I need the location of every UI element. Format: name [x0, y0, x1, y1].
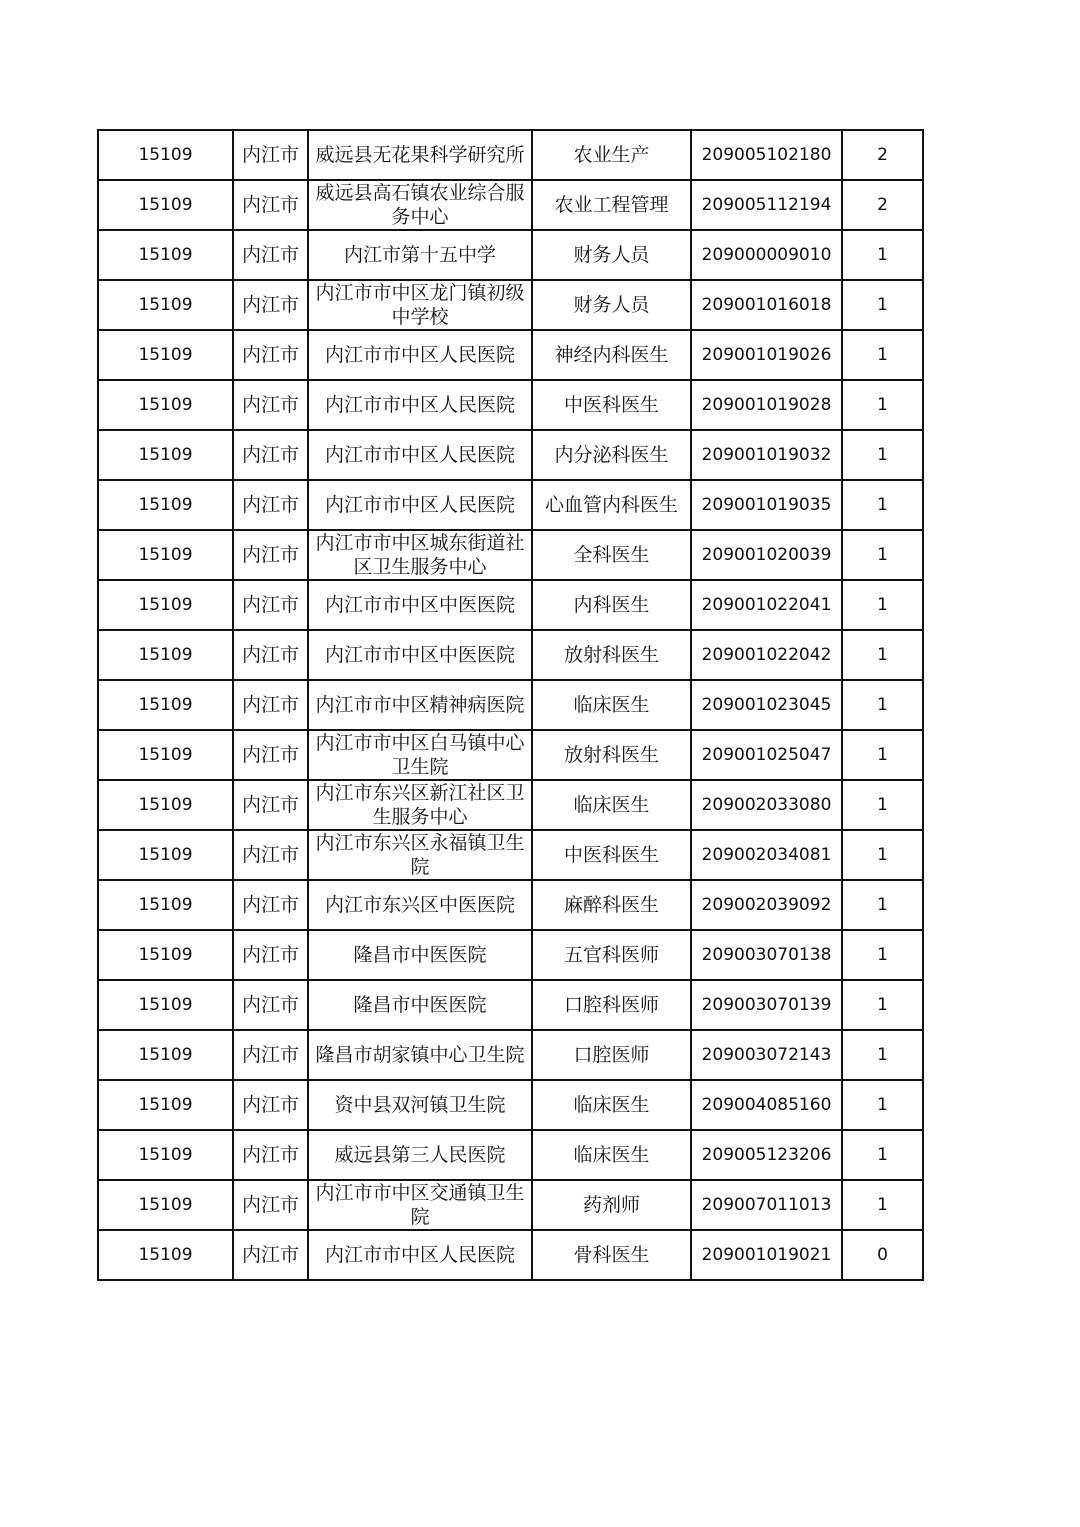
code-cell: 15109 — [98, 980, 233, 1030]
table-row — [98, 830, 923, 880]
table-row — [98, 1030, 923, 1080]
unit-cell: 内江市市中区中医医院 — [308, 580, 532, 630]
unit-cell: 内江市东兴区永福镇卫生院 — [308, 830, 532, 880]
code-cell: 15109 — [98, 1180, 233, 1230]
city-cell: 内江市 — [233, 1130, 308, 1180]
count-cell: 1 — [842, 980, 923, 1030]
city-cell: 内江市 — [233, 380, 308, 430]
count-cell: 1 — [842, 680, 923, 730]
code-cell: 15109 — [98, 730, 233, 780]
position-cell: 农业工程管理 — [532, 180, 691, 230]
table-row — [98, 780, 923, 830]
code-cell: 15109 — [98, 480, 233, 530]
table-row — [98, 280, 923, 330]
position-code-cell: 209001025047 — [691, 730, 842, 780]
table-row — [98, 430, 923, 480]
code-cell: 15109 — [98, 930, 233, 980]
count-cell: 1 — [842, 230, 923, 280]
city-cell: 内江市 — [233, 630, 308, 680]
unit-cell: 隆昌市胡家镇中心卫生院 — [308, 1030, 532, 1080]
table-row — [98, 180, 923, 230]
code-cell: 15109 — [98, 1230, 233, 1280]
position-cell: 口腔医师 — [532, 1030, 691, 1080]
code-cell: 15109 — [98, 380, 233, 430]
table-row — [98, 130, 923, 180]
unit-cell: 内江市市中区龙门镇初级中学校 — [308, 280, 532, 330]
position-code-cell: 209003070138 — [691, 930, 842, 980]
city-cell: 内江市 — [233, 1180, 308, 1230]
unit-cell: 资中县双河镇卫生院 — [308, 1080, 532, 1130]
code-cell: 15109 — [98, 880, 233, 930]
code-cell: 15109 — [98, 680, 233, 730]
position-code-cell: 209005102180 — [691, 130, 842, 180]
count-cell: 1 — [842, 380, 923, 430]
city-cell: 内江市 — [233, 280, 308, 330]
position-code-cell: 209001022041 — [691, 580, 842, 630]
city-cell: 内江市 — [233, 730, 308, 780]
city-cell: 内江市 — [233, 930, 308, 980]
position-code-cell: 209001023045 — [691, 680, 842, 730]
code-cell: 15109 — [98, 280, 233, 330]
city-cell: 内江市 — [233, 580, 308, 630]
unit-cell: 内江市市中区中医医院 — [308, 630, 532, 680]
city-cell: 内江市 — [233, 480, 308, 530]
unit-cell: 内江市市中区人民医院 — [308, 430, 532, 480]
table-row — [98, 530, 923, 580]
code-cell: 15109 — [98, 430, 233, 480]
position-cell: 五官科医师 — [532, 930, 691, 980]
code-cell: 15109 — [98, 530, 233, 580]
count-cell: 1 — [842, 280, 923, 330]
count-cell: 0 — [842, 1230, 923, 1280]
city-cell: 内江市 — [233, 880, 308, 930]
position-cell: 内分泌科医生 — [532, 430, 691, 480]
table-row — [98, 480, 923, 530]
count-cell: 1 — [842, 730, 923, 780]
position-cell: 心血管内科医生 — [532, 480, 691, 530]
table-row — [98, 980, 923, 1030]
table-row — [98, 380, 923, 430]
code-cell: 15109 — [98, 130, 233, 180]
position-cell: 财务人员 — [532, 230, 691, 280]
count-cell: 1 — [842, 430, 923, 480]
count-cell: 2 — [842, 180, 923, 230]
unit-cell: 内江市市中区人民医院 — [308, 380, 532, 430]
position-cell: 临床医生 — [532, 680, 691, 730]
unit-cell: 内江市市中区精神病医院 — [308, 680, 532, 730]
city-cell: 内江市 — [233, 780, 308, 830]
city-cell: 内江市 — [233, 130, 308, 180]
city-cell: 内江市 — [233, 1030, 308, 1080]
code-cell: 15109 — [98, 580, 233, 630]
unit-cell: 内江市市中区人民医院 — [308, 330, 532, 380]
count-cell: 1 — [842, 1130, 923, 1180]
unit-cell: 内江市东兴区中医医院 — [308, 880, 532, 930]
position-code-cell: 209001019035 — [691, 480, 842, 530]
position-code-cell: 209002034081 — [691, 830, 842, 880]
unit-cell: 内江市市中区人民医院 — [308, 1230, 532, 1280]
table-row — [98, 1080, 923, 1130]
city-cell: 内江市 — [233, 180, 308, 230]
position-code-cell: 209002033080 — [691, 780, 842, 830]
position-cell: 临床医生 — [532, 1130, 691, 1180]
position-code-cell: 209000009010 — [691, 230, 842, 280]
position-code-cell: 209003070139 — [691, 980, 842, 1030]
position-cell: 骨科医生 — [532, 1230, 691, 1280]
unit-cell: 内江市市中区城东街道社区卫生服务中心 — [308, 530, 532, 580]
unit-cell: 内江市市中区白马镇中心卫生院 — [308, 730, 532, 780]
table-row — [98, 880, 923, 930]
table-row — [98, 680, 923, 730]
count-cell: 2 — [842, 130, 923, 180]
position-code-cell: 209001022042 — [691, 630, 842, 680]
table-body — [98, 130, 923, 1280]
position-cell: 口腔科医师 — [532, 980, 691, 1030]
city-cell: 内江市 — [233, 980, 308, 1030]
position-cell: 药剂师 — [532, 1180, 691, 1230]
position-code-cell: 209005123206 — [691, 1130, 842, 1180]
data-table — [97, 129, 924, 1281]
code-cell: 15109 — [98, 830, 233, 880]
table-row — [98, 1130, 923, 1180]
position-code-cell: 209007011013 — [691, 1180, 842, 1230]
table-row — [98, 230, 923, 280]
position-cell: 中医科医生 — [532, 380, 691, 430]
count-cell: 1 — [842, 330, 923, 380]
table-row — [98, 630, 923, 680]
count-cell: 1 — [842, 1080, 923, 1130]
table-row — [98, 1230, 923, 1280]
position-code-cell: 209002039092 — [691, 880, 842, 930]
unit-cell: 内江市市中区交通镇卫生院 — [308, 1180, 532, 1230]
position-cell: 麻醉科医生 — [532, 880, 691, 930]
position-cell: 神经内科医生 — [532, 330, 691, 380]
count-cell: 1 — [842, 930, 923, 980]
city-cell: 内江市 — [233, 830, 308, 880]
count-cell: 1 — [842, 780, 923, 830]
code-cell: 15109 — [98, 1130, 233, 1180]
count-cell: 1 — [842, 830, 923, 880]
position-code-cell: 209001016018 — [691, 280, 842, 330]
table-row — [98, 930, 923, 980]
position-code-cell: 209001019028 — [691, 380, 842, 430]
position-cell: 放射科医生 — [532, 730, 691, 780]
code-cell: 15109 — [98, 230, 233, 280]
city-cell: 内江市 — [233, 1230, 308, 1280]
position-code-cell: 209004085160 — [691, 1080, 842, 1130]
position-cell: 全科医生 — [532, 530, 691, 580]
count-cell: 1 — [842, 1030, 923, 1080]
position-code-cell: 209001019032 — [691, 430, 842, 480]
position-cell: 临床医生 — [532, 780, 691, 830]
count-cell: 1 — [842, 630, 923, 680]
position-code-cell: 209001020039 — [691, 530, 842, 580]
unit-cell: 隆昌市中医医院 — [308, 930, 532, 980]
unit-cell: 内江市第十五中学 — [308, 230, 532, 280]
unit-cell: 内江市东兴区新江社区卫生服务中心 — [308, 780, 532, 830]
city-cell: 内江市 — [233, 230, 308, 280]
code-cell: 15109 — [98, 330, 233, 380]
unit-cell: 隆昌市中医医院 — [308, 980, 532, 1030]
position-code-cell: 209001019021 — [691, 1230, 842, 1280]
table-row — [98, 730, 923, 780]
count-cell: 1 — [842, 1180, 923, 1230]
city-cell: 内江市 — [233, 530, 308, 580]
code-cell: 15109 — [98, 1080, 233, 1130]
unit-cell: 威远县第三人民医院 — [308, 1130, 532, 1180]
city-cell: 内江市 — [233, 330, 308, 380]
position-code-cell: 209001019026 — [691, 330, 842, 380]
table-row — [98, 330, 923, 380]
unit-cell: 内江市市中区人民医院 — [308, 480, 532, 530]
position-cell: 内科医生 — [532, 580, 691, 630]
table-row — [98, 580, 923, 630]
count-cell: 1 — [842, 880, 923, 930]
position-cell: 中医科医生 — [532, 830, 691, 880]
city-cell: 内江市 — [233, 680, 308, 730]
position-code-cell: 209003072143 — [691, 1030, 842, 1080]
city-cell: 内江市 — [233, 1080, 308, 1130]
code-cell: 15109 — [98, 630, 233, 680]
position-cell: 财务人员 — [532, 280, 691, 330]
code-cell: 15109 — [98, 180, 233, 230]
count-cell: 1 — [842, 480, 923, 530]
table-row — [98, 1180, 923, 1230]
city-cell: 内江市 — [233, 430, 308, 480]
position-cell: 农业生产 — [532, 130, 691, 180]
position-cell: 临床医生 — [532, 1080, 691, 1130]
position-code-cell: 209005112194 — [691, 180, 842, 230]
count-cell: 1 — [842, 580, 923, 630]
position-cell: 放射科医生 — [532, 630, 691, 680]
code-cell: 15109 — [98, 780, 233, 830]
count-cell: 1 — [842, 530, 923, 580]
unit-cell: 威远县高石镇农业综合服务中心 — [308, 180, 532, 230]
unit-cell: 威远县无花果科学研究所 — [308, 130, 532, 180]
code-cell: 15109 — [98, 1030, 233, 1080]
